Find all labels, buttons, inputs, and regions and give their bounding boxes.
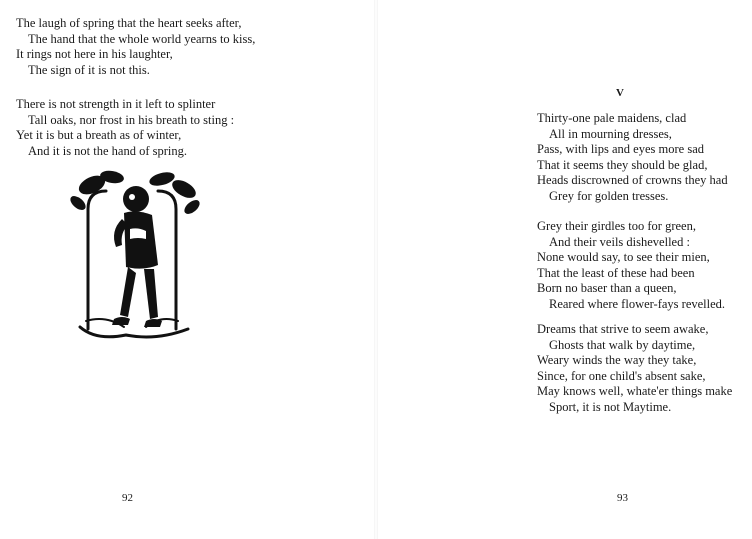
poem-line: Ghosts that walk by daytime, [549,337,696,352]
poem-line: Thirty-one pale maidens, clad [537,111,687,125]
left-stanza-2 [16,97,234,159]
page-number: 92 [122,492,133,504]
poem-line: That it seems they should be glad, [537,157,708,172]
right-stanza-2 [537,219,725,313]
section-numeral: V [616,87,625,99]
poem-line: Grey their girdles too for green, [537,219,696,233]
poem-line: That the least of these had been [537,265,695,280]
right-stanza-1 [537,111,728,205]
poem-line: The hand that the whole world yearns to kiss, [28,31,256,46]
poem-line: Sport, it is not Maytime. [549,399,672,414]
poem-line: The sign of it is not this. [28,62,150,77]
poem-line: Since, for one child's absent sake, [537,368,706,383]
poem-line: Born no baser than a queen, [537,281,677,296]
left-stanza-1 [16,16,255,78]
poem-line: Dreams that strive to seem awake, [537,322,709,336]
poem-line: May knows well, whate'er things make [537,384,733,399]
poem-line: Reared where flower-fays revelled. [549,296,726,311]
poem-line: None would say, to see their mien, [537,250,710,265]
poem-line: Heads discrowned of crowns they had [537,173,728,188]
poem-line: Pass, with lips and eyes more sad [537,142,704,157]
right-page [376,0,752,539]
poem-line: And their veils dishevelled : [549,234,690,249]
poem-line: And it is not the hand of spring. [28,143,188,158]
poem-line: Weary winds the way they take, [537,353,697,368]
poem-line: All in mourning dresses, [549,126,672,141]
poem-line: Tall oaks, nor frost in his breath to sting : [28,112,235,127]
poem-line: The laugh of spring that the heart seeks after, [16,16,242,30]
poem-line: It rings not here in his laughter, [16,47,173,62]
right-stanza-3 [537,322,732,416]
poem-line: Yet it is but a breath as of winter, [16,128,182,143]
woodcut-illustration [66,169,206,341]
page-number: 93 [617,492,628,504]
poem-line: There is not strength in it left to splinter [16,97,216,111]
poem-line: Grey for golden tresses. [549,188,669,203]
